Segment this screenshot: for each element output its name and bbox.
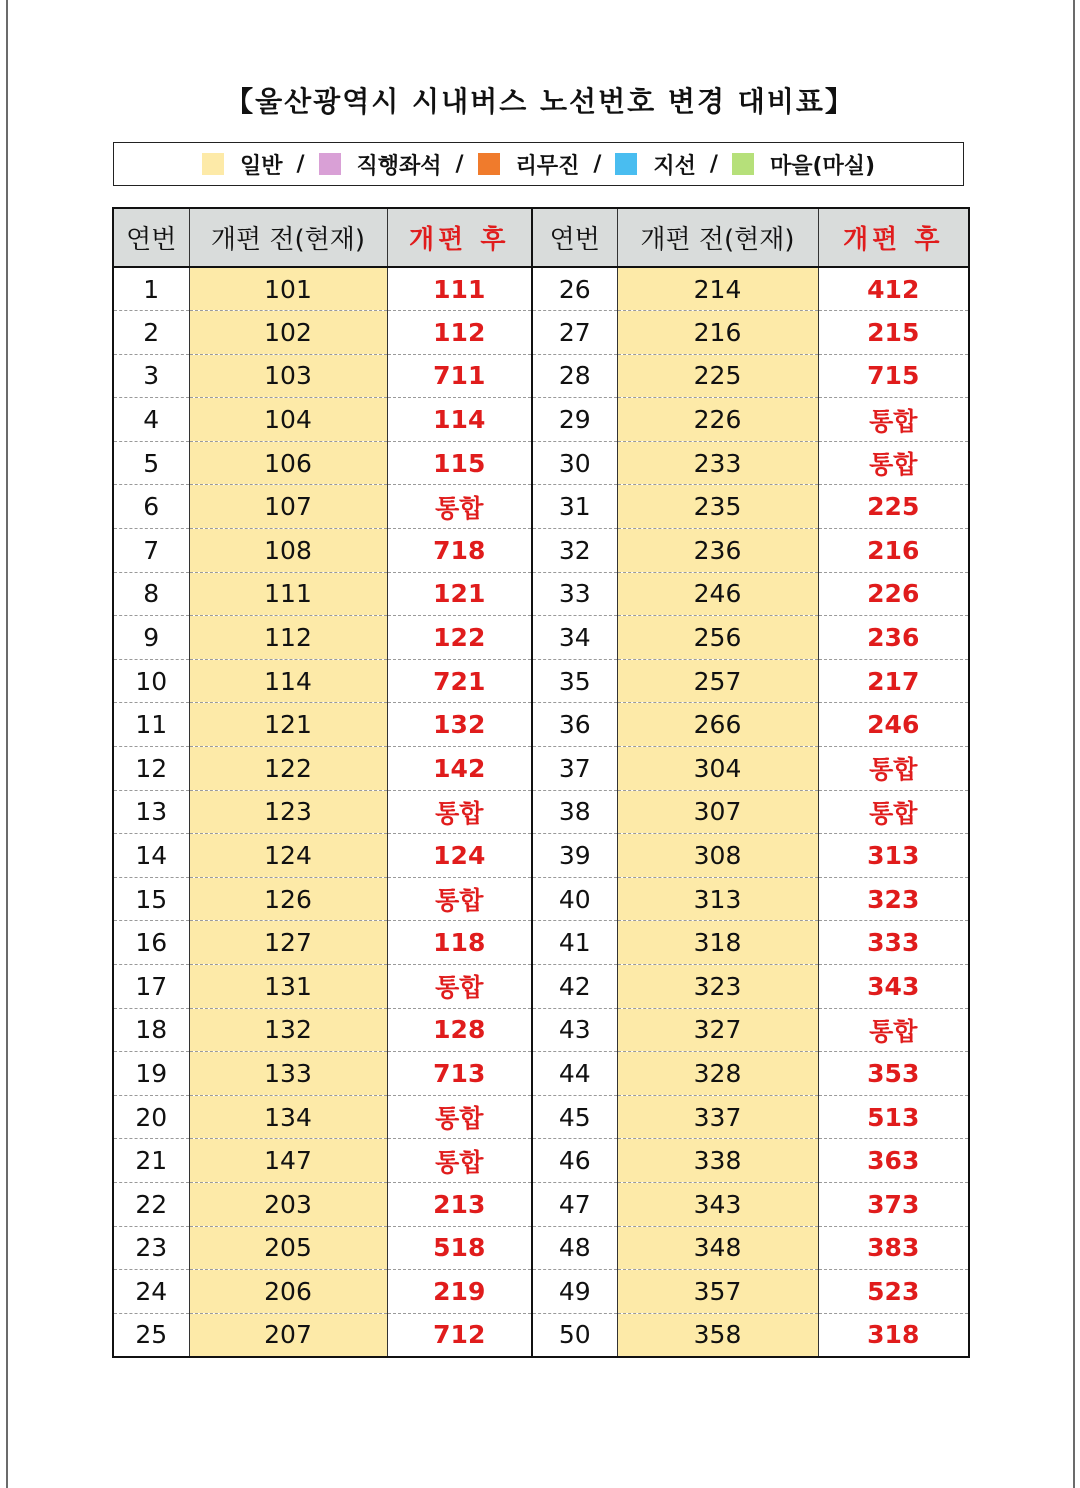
route-change-table [112, 207, 970, 1358]
after-cell: 115 [387, 441, 532, 485]
before-cell: 304 [617, 747, 818, 791]
before-cell: 147 [189, 1139, 387, 1183]
before-cell: 214 [617, 267, 818, 311]
table-row [113, 1182, 969, 1226]
before-cell: 205 [189, 1226, 387, 1270]
after-cell: 513 [818, 1095, 969, 1139]
before-cell: 203 [189, 1182, 387, 1226]
legend-label-general: 일반 [239, 153, 283, 179]
before-cell: 124 [189, 834, 387, 878]
after-cell: 721 [387, 659, 532, 703]
table-row [113, 703, 969, 747]
table-row [113, 1226, 969, 1270]
header-serial: 연번 [532, 208, 617, 267]
before-cell: 103 [189, 354, 387, 398]
serial-cell: 6 [113, 485, 189, 529]
header-after: 개편 후 [818, 208, 969, 267]
before-cell: 323 [617, 965, 818, 1009]
after-cell: 225 [818, 485, 969, 529]
before-cell: 104 [189, 398, 387, 442]
serial-cell: 31 [532, 485, 617, 529]
after-cell: 523 [818, 1270, 969, 1314]
after-cell: 112 [387, 311, 532, 355]
before-cell: 132 [189, 1008, 387, 1052]
serial-cell: 15 [113, 877, 189, 921]
serial-cell: 28 [532, 354, 617, 398]
table-row [113, 529, 969, 573]
after-cell: 111 [387, 267, 532, 311]
serial-cell: 34 [532, 616, 617, 660]
before-cell: 318 [617, 921, 818, 965]
after-cell: 518 [387, 1226, 532, 1270]
serial-cell: 10 [113, 659, 189, 703]
serial-cell: 25 [135, 1320, 168, 1350]
before-cell: 114 [189, 659, 387, 703]
after-cell: 114 [387, 398, 532, 442]
serial-cell: 37 [532, 747, 617, 791]
table-row [113, 311, 969, 355]
serial-cell: 45 [532, 1095, 617, 1139]
serial-cell: 43 [532, 1008, 617, 1052]
table-row [113, 267, 969, 311]
before-cell: 337 [617, 1095, 818, 1139]
serial-cell: 8 [113, 572, 189, 616]
after-cell: 128 [387, 1008, 532, 1052]
after-cell: 373 [818, 1182, 969, 1226]
table-row [113, 1008, 969, 1052]
serial-cell: 40 [532, 877, 617, 921]
serial-cell: 47 [532, 1182, 617, 1226]
after-cell: 통합 [387, 877, 532, 921]
legend-item-branch [615, 149, 696, 180]
serial-cell: 49 [532, 1270, 617, 1314]
after-cell: 213 [387, 1182, 532, 1226]
before-cell: 327 [617, 1008, 818, 1052]
serial-cell: 48 [532, 1226, 617, 1270]
legend-swatch-village [732, 153, 754, 175]
table-row [113, 616, 969, 660]
serial-cell: 46 [532, 1139, 617, 1183]
before-cell: 101 [189, 267, 387, 311]
serial-cell: 19 [113, 1052, 189, 1096]
legend-item-village [732, 149, 875, 180]
header-serial: 연번 [113, 208, 189, 267]
page-edge-left [6, 0, 8, 1488]
serial-cell: 33 [532, 572, 617, 616]
serial-cell: 32 [532, 529, 617, 573]
after-cell: 712 [387, 1313, 532, 1357]
before-cell: 348 [617, 1226, 818, 1270]
before-cell: 256 [617, 616, 818, 660]
after-cell: 313 [818, 834, 969, 878]
table-row [113, 747, 969, 791]
legend-separator: / [296, 151, 305, 177]
before-cell: 307 [617, 790, 818, 834]
before-cell: 134 [189, 1095, 387, 1139]
after-cell: 215 [818, 311, 969, 355]
before-cell: 308 [617, 834, 818, 878]
after-cell: 통합 [818, 1008, 969, 1052]
serial-cell: 7 [113, 529, 189, 573]
header-before: 개편 전(현재) [617, 208, 818, 267]
after-cell: 318 [818, 1313, 969, 1357]
table-row [113, 1139, 969, 1183]
legend [113, 142, 964, 186]
before-cell: 108 [189, 529, 387, 573]
serial-cell: 11 [113, 703, 189, 747]
serial-cell: 21 [113, 1139, 189, 1183]
serial-cell: 14 [113, 834, 189, 878]
table-row [113, 441, 969, 485]
table-row [113, 354, 969, 398]
legend-swatch-general [202, 153, 224, 175]
after-cell: 217 [818, 659, 969, 703]
before-cell: 343 [617, 1182, 818, 1226]
after-cell: 343 [818, 965, 969, 1009]
legend-swatch-limousine [478, 153, 500, 175]
after-cell: 121 [387, 572, 532, 616]
after-cell: 219 [387, 1270, 532, 1314]
after-cell: 226 [818, 572, 969, 616]
before-cell: 111 [189, 572, 387, 616]
before-cell: 112 [189, 616, 387, 660]
after-cell: 통합 [387, 1095, 532, 1139]
after-cell: 통합 [387, 790, 532, 834]
before-cell: 207 [189, 1313, 387, 1357]
table-row [113, 1313, 969, 1357]
serial-cell: 2 [113, 311, 189, 355]
serial-cell: 24 [113, 1270, 189, 1314]
legend-item-express [319, 149, 442, 180]
after-cell: 122 [387, 616, 532, 660]
after-cell: 718 [387, 529, 532, 573]
after-cell: 216 [818, 529, 969, 573]
after-cell: 715 [818, 354, 969, 398]
serial-cell: 16 [113, 921, 189, 965]
serial-cell: 50 [532, 1313, 617, 1357]
after-cell: 323 [818, 877, 969, 921]
table-row [113, 1270, 969, 1314]
serial-cell: 23 [113, 1226, 189, 1270]
legend-separator: / [709, 151, 718, 177]
before-cell: 313 [617, 877, 818, 921]
serial-cell: 9 [113, 616, 189, 660]
after-cell: 236 [818, 616, 969, 660]
table-row [113, 921, 969, 965]
table-row [113, 834, 969, 878]
serial-cell: 38 [532, 790, 617, 834]
after-cell: 통합 [818, 398, 969, 442]
after-cell: 142 [387, 747, 532, 791]
after-cell: 132 [387, 703, 532, 747]
serial-cell: 5 [113, 441, 189, 485]
legend-label-limousine: 리무진 [515, 153, 580, 179]
after-cell: 통합 [387, 965, 532, 1009]
before-cell: 328 [617, 1052, 818, 1096]
serial-cell: 3 [113, 354, 189, 398]
before-cell: 126 [189, 877, 387, 921]
serial-cell: 22 [113, 1182, 189, 1226]
legend-swatch-branch [615, 153, 637, 175]
before-cell: 233 [617, 441, 818, 485]
before-cell: 102 [189, 311, 387, 355]
after-cell: 333 [818, 921, 969, 965]
serial-cell: 42 [532, 965, 617, 1009]
serial-cell: 39 [532, 834, 617, 878]
after-cell: 124 [387, 834, 532, 878]
page-title: 【울산광역시 시내버스 노선번호 변경 대비표】 [225, 85, 855, 118]
before-cell: 358 [617, 1313, 818, 1357]
before-cell: 133 [189, 1052, 387, 1096]
before-cell: 266 [617, 703, 818, 747]
table-row [113, 572, 969, 616]
before-cell: 127 [189, 921, 387, 965]
before-cell: 226 [617, 398, 818, 442]
legend-item-general [202, 149, 283, 180]
serial-cell: 13 [113, 790, 189, 834]
header-before: 개편 전(현재) [189, 208, 387, 267]
serial-cell: 18 [113, 1008, 189, 1052]
after-cell: 통합 [818, 747, 969, 791]
serial-cell: 12 [113, 747, 189, 791]
before-cell: 246 [617, 572, 818, 616]
table-row [113, 398, 969, 442]
legend-item-limousine [478, 149, 580, 180]
serial-cell: 44 [532, 1052, 617, 1096]
legend-separator: / [455, 151, 464, 177]
serial-cell: 26 [532, 267, 617, 311]
after-cell: 통합 [818, 790, 969, 834]
before-cell: 338 [617, 1139, 818, 1183]
before-cell: 257 [617, 659, 818, 703]
table-row [113, 877, 969, 921]
before-cell: 107 [189, 485, 387, 529]
serial-cell: 20 [113, 1095, 189, 1139]
serial-cell: 41 [532, 921, 617, 965]
before-cell: 122 [189, 747, 387, 791]
before-cell: 206 [189, 1270, 387, 1314]
after-cell: 통합 [818, 441, 969, 485]
legend-swatch-express [319, 153, 341, 175]
before-cell: 235 [617, 485, 818, 529]
after-cell: 412 [818, 267, 969, 311]
after-cell: 118 [387, 921, 532, 965]
before-cell: 131 [189, 965, 387, 1009]
serial-cell: 36 [532, 703, 617, 747]
serial-cell: 35 [532, 659, 617, 703]
after-cell: 383 [818, 1226, 969, 1270]
legend-separator: / [593, 151, 602, 177]
table-row [113, 790, 969, 834]
table-row [113, 965, 969, 1009]
table-row [113, 1095, 969, 1139]
table-row [113, 659, 969, 703]
after-cell: 통합 [387, 1139, 532, 1183]
table-row [113, 485, 969, 529]
table-header-row [113, 208, 969, 267]
before-cell: 121 [189, 703, 387, 747]
after-cell: 711 [387, 354, 532, 398]
page-edge-right [1073, 0, 1075, 1488]
serial-cell: 4 [113, 398, 189, 442]
after-cell: 통합 [387, 485, 532, 529]
before-cell: 225 [617, 354, 818, 398]
table-row [113, 1052, 969, 1096]
before-cell: 123 [189, 790, 387, 834]
before-cell: 357 [617, 1270, 818, 1314]
serial-cell: 1 [113, 267, 189, 311]
after-cell: 363 [818, 1139, 969, 1183]
serial-cell: 30 [532, 441, 617, 485]
after-cell: 353 [818, 1052, 969, 1096]
after-cell: 713 [387, 1052, 532, 1096]
legend-label-branch: 지선 [653, 153, 696, 179]
serial-cell: 27 [532, 311, 617, 355]
legend-label-express: 직행좌석 [356, 153, 442, 179]
before-cell: 106 [189, 441, 387, 485]
before-cell: 236 [617, 529, 818, 573]
serial-cell: 17 [113, 965, 189, 1009]
serial-cell: 29 [532, 398, 617, 442]
after-cell: 246 [818, 703, 969, 747]
legend-label-village: 마을(마실) [769, 153, 876, 179]
header-after: 개편 후 [387, 208, 532, 267]
before-cell: 216 [617, 311, 818, 355]
